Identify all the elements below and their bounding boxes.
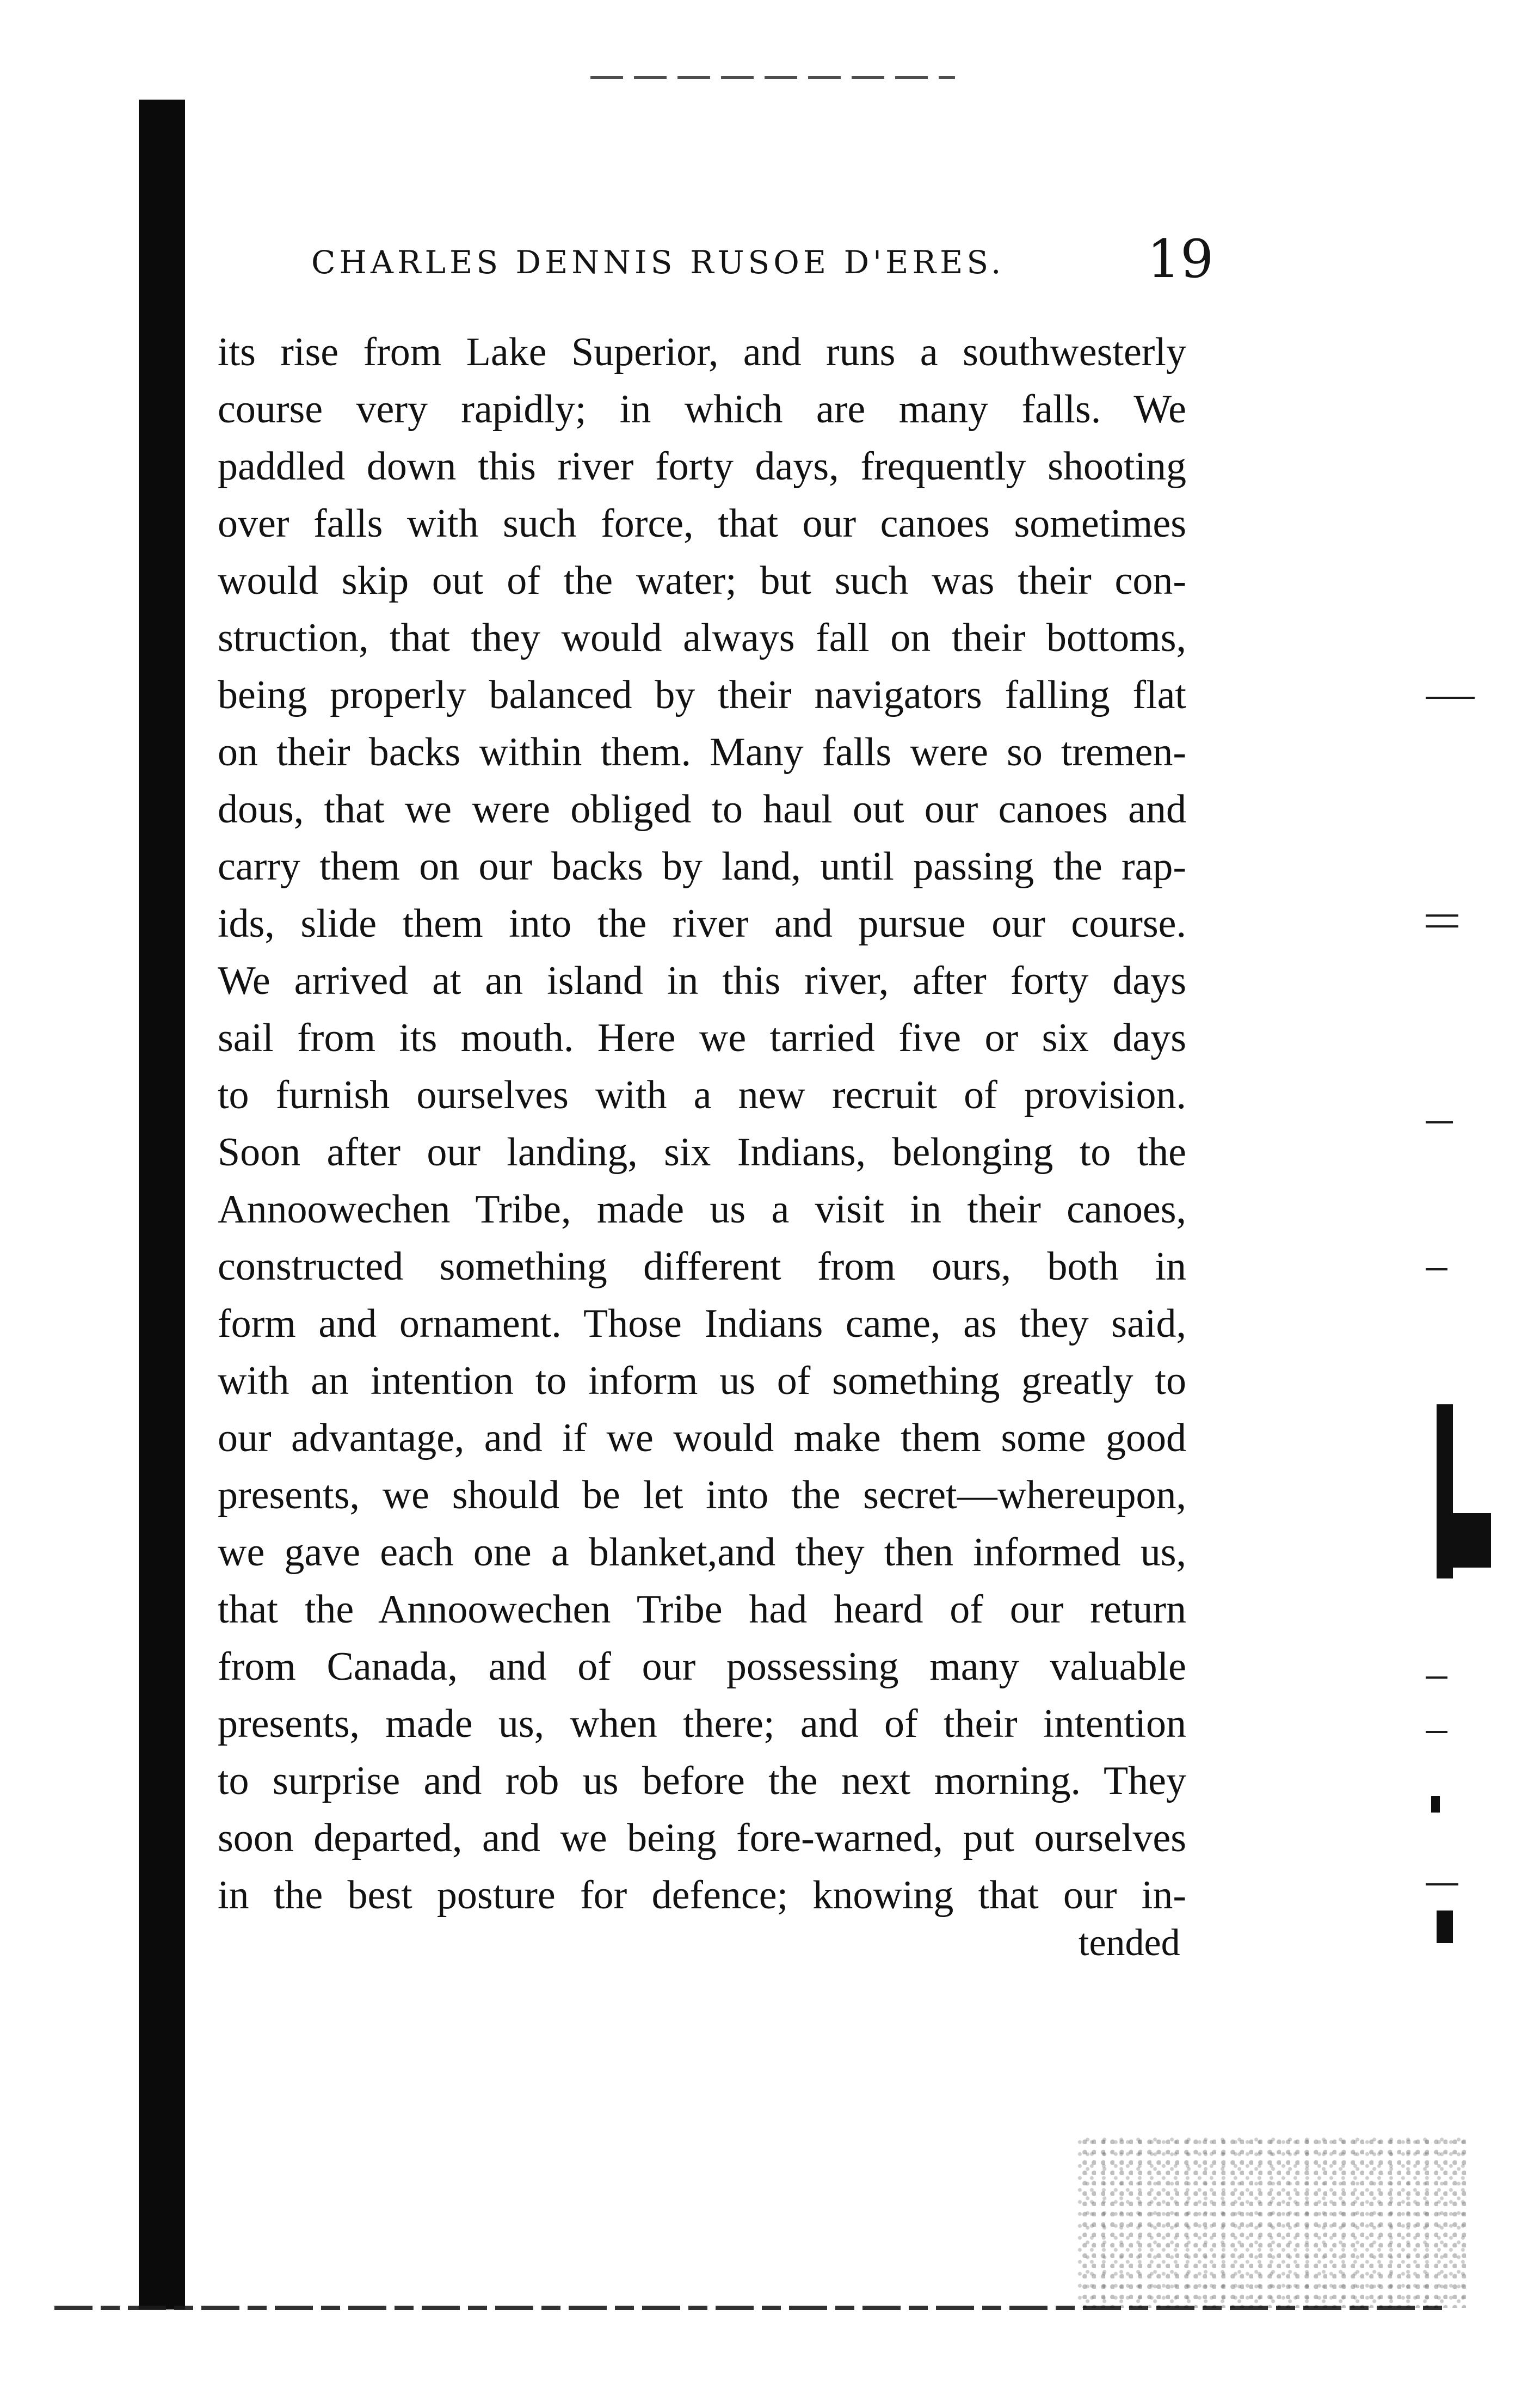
binding-shadow	[139, 100, 185, 2309]
text-line: to surprise and rob us before the next morning. They	[218, 1759, 1186, 1803]
text-line: that the Annoowechen Tribe had heard of our return	[218, 1587, 1186, 1632]
text-line: on their backs within them. Many falls were so tremen-	[218, 730, 1186, 775]
text-line: sail from its mouth. Here we tarried five or six days	[218, 1016, 1186, 1060]
text-line: carry them on our backs by land, until passing the rap-	[218, 844, 1186, 889]
text-line: being properly balanced by their navigators falling flat	[218, 673, 1186, 717]
text-line: soon departed, and we being fore-warned, put ourselves	[218, 1816, 1186, 1860]
text-line: course very rapidly; in which are many falls. We	[218, 387, 1186, 432]
text-line: Annoowechen Tribe, made us a visit in their canoes,	[218, 1187, 1186, 1232]
text-line: its rise from Lake Superior, and runs a southwesterly	[218, 330, 1186, 374]
catchword: tended	[1079, 1922, 1180, 1964]
text-line: presents, made us, when there; and of their intention	[218, 1701, 1186, 1746]
text-line: presents, we should be let into the secret—whereupon,	[218, 1473, 1186, 1518]
text-line: from Canada, and of our possessing many valuable	[218, 1644, 1186, 1689]
text-line: our advantage, and if we would make them some good	[218, 1416, 1186, 1460]
text-line: struction, that they would always fall on their bottoms,	[218, 616, 1186, 660]
scan-speckle	[1077, 2134, 1469, 2308]
text-line: over falls with such force, that our canoes sometimes	[218, 501, 1186, 546]
text-line: We arrived at an island in this river, after forty days	[218, 959, 1186, 1003]
text-line: we gave each one a blanket,and they then informed us,	[218, 1530, 1186, 1575]
text-line: constructed something different from ours, both in	[218, 1244, 1186, 1289]
running-head: CHARLES DENNIS RUSOE D'ERES.	[311, 244, 1005, 281]
text-line: would skip out of the water; but such was their con-	[218, 558, 1186, 603]
text-line: in the best posture for defence; knowing that our in-	[218, 1873, 1186, 1918]
text-line: dous, that we were obliged to haul out our canoes and	[218, 787, 1186, 832]
text-line: Soon after our landing, six Indians, belonging to the	[218, 1130, 1186, 1175]
text-line: to furnish ourselves with a new recruit of provision.	[218, 1073, 1186, 1117]
text-line: with an intention to inform us of something greatly to	[218, 1359, 1186, 1403]
text-line: paddled down this river forty days, frequently shooting	[218, 444, 1186, 489]
scan-artifact-right-margin	[1426, 697, 1491, 2112]
body-text	[218, 324, 1186, 1924]
scan-artifact-top	[590, 76, 955, 79]
page-number: 19	[1147, 229, 1214, 290]
text-line: form and ornament. Those Indians came, as they said,	[218, 1301, 1186, 1346]
text-line: ids, slide them into the river and pursue our course.	[218, 901, 1186, 946]
